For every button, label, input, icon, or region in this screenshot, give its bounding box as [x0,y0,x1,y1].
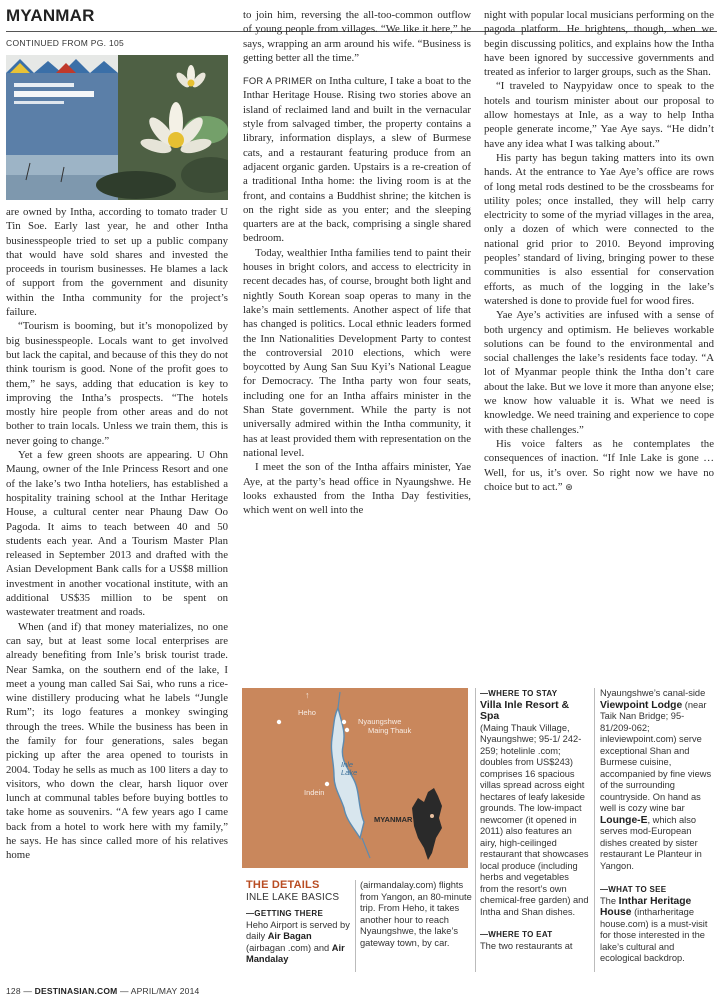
lounge-e: Lounge-E [600,814,648,826]
sidebar-divider [594,688,595,972]
page-footer: 128 — DESTINASIAN.COM — APRIL/MAY 2014 [6,986,200,996]
brand: DESTINASIAN.COM [34,986,118,996]
paragraph: “I traveled to Naypyidaw once to speak to the hotels and tourism minister about our proposal to allow homestays at Inle, as a way to help Intha people generate income,” Yae Aye says. “He didn’t have any idea what I was talking about.” [484,80,714,150]
where-to-eat-block [600,688,714,965]
continued-from: CONTINUED FROM PG. 105 [6,38,125,48]
paragraph-text: on Intha culture, I take a boat to the Inthar Heritage House. Rising two stories above an island of reclaimed land and built in the vernacular style from salvaged timber, the property contains a library, information displays, a slew of Burmese cats, and a restaurant featuring produce from an adjacent organic garden. Upstairs is a re-creation of a traditional Intha home: the living room is at the front, and contains a Buddhist shrine; the kitchen is on the right side as you enter; and the sleeping quarters are at the back, comprising a single shared bedroom. [243,75,472,245]
article-column-2 [243,8,471,517]
where-to-eat-text: The two restaurants at [480,940,573,951]
getting-there-continued: (airmandalay.com) flights from Yangon, an 80-minute trip. From Heho, it takes another hour to reach Nyaungshwe, the lake’s gateway town, by car. [360,880,472,948]
map-label-heho: Heho [298,708,316,717]
where-to-stay-block [480,688,590,952]
what-to-see-text: The Inthar Heritage House (intharheritage house.com) is a must-visit for those interested in the lake’s cultural and ecological backdrop. [600,895,708,963]
end-mark-icon: ⊛ [565,481,573,492]
paragraph [243,74,471,246]
magazine-cover-and-lotus-flower-photo [6,55,228,200]
getting-there-text: Heho Airport is served by daily Air Bagan (airbagan .com) and Air Mandalay [246,919,350,964]
map-label-maing-thauk: Maing Thauk [368,726,412,735]
paragraph: When (and if) that money materializes, no one can say, but at least some local enterprises are already benefiting from Inle’s brisk tourist trade. Near Samka, on the southern end of the lake, I meet a young man called Sai Sai, who runs a rice-wine distillery producing what he labels “Jungle Rum”; its logo features a monkey swinging through the trees. While the business has been in the family for four generations, sales began picking up after the area opened to tourists in 2004. Today he sells as much as 100 liters a day to visitors, who down the clear, harsh liquor over lunch at communal tables before buying bottles to take home as souvenirs. “A few years ago I came back from a hotel to work here with my family,” he says. He has since called more of his relatives home [6,620,228,862]
paragraph: Today, wealthier Intha families tend to paint their houses in bright colors, and access to electricity in recent decades has, of course, brought both light and nightly South Korean soap operas to many in the lake’s main settlements. Another aspect of life that has changed is politics. Local ethnic leaders formed the Inn Nationalities Development Party to contest the controversial 2010 elections, which were boycotted by Aung San Suu Kyi’s National League for Democracy. The Intha party won four seats, including one for an Intha affairs minister in the Shan State government. While the party is not universally admired within the Intha community, it has at least provided them with representation on the national level. [243,246,471,459]
paragraph: Yae Aye’s activities are infused with a sense of both urgency and optimism. He believes workable solutions can be found to the environmental and social challenges the lake’s residents face today. “A lot of Myanmar people think the Intha don’t care about the lake. But we love it more than anyone else; we know how valuable it is. What we need is knowledge. We need training and experience to cope with these challenges.” [484,309,714,436]
details-title: THE DETAILS [246,879,320,891]
details-block [246,880,352,966]
photo-icon [6,55,228,200]
paragraph: His party has begun taking matters into its own hands. At the entrance to Yae Aye’s office are rows of long metal rods destined to be the crossbeams for utility poles; once installed, they will help carry electricity to some of the myriad villages in the area, only a dozen of which were connected to the national grid prior to 2010. Beyond improving peoples’ standard of living, bringing power to these communities is also essential for conservation efforts, as much of the logging in the lake’s watershed is done to provide fuel for wood fires. [484,151,714,307]
paragraph: I meet the son of the Intha affairs minister, Yae Aye, at the party’s head office in Nyaungshwe. He looks exhausted from the Intha Day festivities, which went on well into the [243,461,471,517]
paragraph: are owned by Intha, according to tomato trader U Tin Soe. Early last year, he and other Intha businesspeople tried to set up a public company that would have sold shares and invested the proceeds in tourism businesses. He blames a lack of support from the government and disunity within the Intha community for the project’s failure. [6,206,228,319]
where-to-stay-text: (Maing Thauk Village, Nyaungshwe; 95-1/ 242-259; hotelinle .com; doubles from US$243) comprises 16 spacious villas spread across eight hectares of leafy lakeside grounds. The low-impact newcomer (it opened in 2011) also features an airy, high-ceilinged restaurant that showcases local produce (including herbs and vegetables from the resort’s own chemical-free garden) and Intha and Shan dishes. [480,722,589,917]
air-bagan: Air Bagan [267,931,312,941]
inle-lake-map [242,688,468,868]
air-mandalay: Air Mandalay [246,942,345,964]
paragraph-text: His voice falters as he contemplates the consequences of inaction. “If Inle Lake is gone … Well, for us, it’s over. So right now we have no choice but to act.” [484,437,714,493]
page-number: 128 [6,986,21,996]
paragraph: night with popular local musicians performing on the pagoda platform. He brightens, though, when we begin discussing politics, and explains how the Intha have been ignored by successive governments and treated as inferior to larger groups, such as the Shan. [484,9,714,79]
inthar-heritage-house: Inthar Heritage House [600,895,692,918]
map-label-indein: Indein [304,788,325,797]
map-label-nyaungshwe: Nyaungshwe [358,717,402,726]
north-arrow: ↑ [305,690,310,700]
article-column-1 [6,205,228,863]
lead-in: FOR A PRIMER [243,75,313,87]
sidebar-divider [355,880,356,972]
section-title: MYANMAR [6,6,95,25]
where-to-eat-continued: Nyaungshwe’s canal-side Viewpoint Lodge (near Taik Nan Bridge; 95-81/209-062; inleviewpoint.com) serve exceptional Shan and Burmese cuisine, accompanied by fine views of the surrounding countryside. On hand as well is cozy wine bar Lounge-E, which also serves mod-European dishes created by sister restaurant Le Planteur in Yangon. [600,688,712,871]
paragraph [484,437,714,494]
article-column-3 [484,8,714,494]
where-to-stay-heading: —WHERE TO STAY [480,689,558,698]
issue-date: — APRIL/MAY 2014 [117,986,200,996]
paragraph: to join him, reversing the all-too-common outflow of young people from villages. “We like it here,” he says, wrapping an arm around his wife. “Business is getting better all the time.” [243,9,471,64]
what-to-see-heading: —WHAT TO SEE [600,885,667,894]
viewpoint-lodge: Viewpoint Lodge [600,699,683,711]
map-label-inle-lake: Inle Lake [341,760,358,777]
sidebar-divider [475,688,476,972]
getting-there-heading: —GETTING THERE [246,909,324,918]
where-to-eat-heading: —WHERE TO EAT [480,930,553,939]
details-subtitle: INLE LAKE BASICS [246,891,340,903]
map-icon [242,688,468,868]
paragraph: “Tourism is booming, but it’s monopolized by big businesspeople. Locals want to get involved but lack the capital, and because of this they do not think tourism is good. None of the profit goes to them,” he says, adding that education is key to improving the Intha’s prospects. “The hotels mostly hire people from other areas and do not bother to train locals. Unless we train them, this is never going to change.” [6,320,228,447]
villa-inle-resort: Villa Inle Resort & Spa [480,698,570,722]
map-label-myanmar: MYANMAR [374,815,413,824]
paragraph: Yet a few green shoots are appearing. U Ohn Maung, owner of the Inle Princess Resort and one of the lake’s two Intha hoteliers, has established a hospitality training school at the Inthar Heritage House, a cultural center near Phaung Daw Oo Pagoda. It aims to teach between 40 and 50 students each year. And a Tourism Master Plan released in September 2013 and drafted with the Asian Development Bank calls for a US$8 million investment in another vocational institute, with an additional US$35 million to be spent on wastewater treatment and roads. [6,449,228,619]
